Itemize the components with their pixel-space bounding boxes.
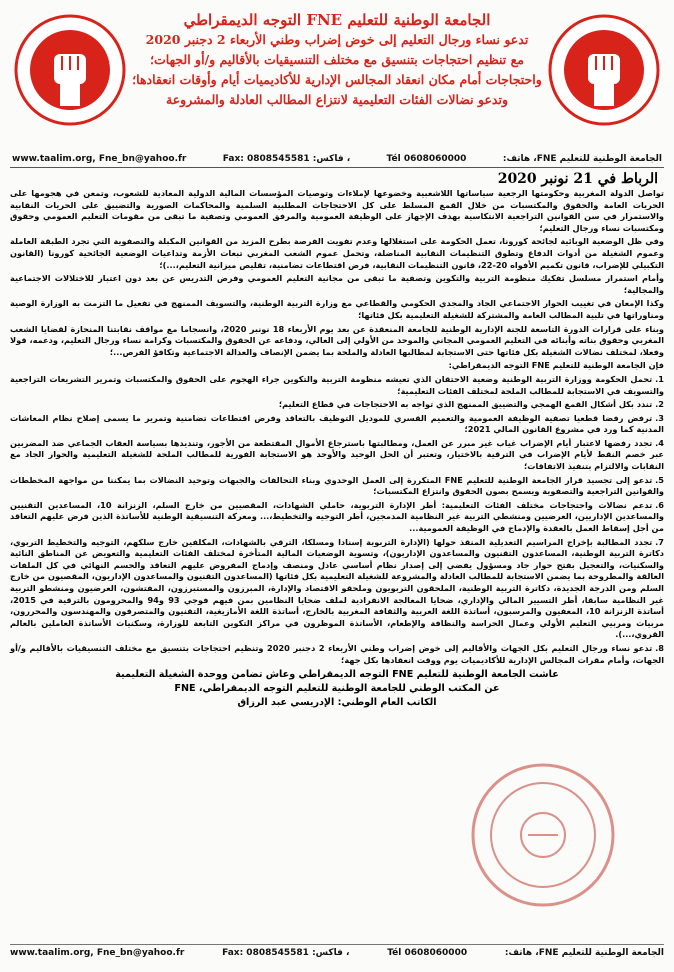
header-line: واحتجاجات أمام مكان انعقاد المجالس الإدارية للأكاديميات أيام وأوقات انعقادها؛ xyxy=(132,72,542,87)
dateline: الرباط في 21 نونبر 2020 xyxy=(497,171,658,187)
paragraph: تواصل الدولة المغربية وحكومتها الرجعية سياساتها اللاشعبية وخضوعها لإملاءات وتوصيات المؤسسات المالية الدولية المعادية للشعوب، وتمعن في هجومها على الحريات العامة والحقوق والمكتسبات من خلال القمع المسلط على كل الاحتجاجات المطلبية السلمية والمحاكمات الصورية والتضييق على الحريات النقابية والاستمرار في سن القوانين التراجعية الانتكاسية بهدف الإجهاز على الوظيفة العمومية والمرفق العمومي وتصفية ما تبقى من مقومات التعليم العمومي وحقوق ومكتسبات نساء ورجال التعليم؛ xyxy=(10,188,664,233)
contact-tel: Tél 0608060000 xyxy=(386,154,467,164)
item-number: 4. xyxy=(655,437,664,448)
item-text: تدعو إلى تجسيد قرار الجامعة الوطنية للتعليم FNE المتكررة إلى العمل الوحدوي وبناء التحالفات والجبهات وتوحيد النضالات بما يمكننا من مواجهة المخططات والقوانين التراجعية والتصفوية ويسمح بصون الحقوق وانتزاع المكتسبات؛ xyxy=(10,474,664,497)
list-item xyxy=(10,413,664,436)
paragraph: وأمام استمرار مسلسل تفكيك منظومة التربية والتكوين وتصفية ما تبقى من مجانية التعليم العمومي وفرض التدريس عن بعد دون اعتبار للاختلالات الاجتماعية والمجالية؛ xyxy=(10,273,664,295)
contact-bar xyxy=(10,152,664,168)
item-number: 8. xyxy=(655,642,664,653)
item-number: 3. xyxy=(655,412,664,423)
list-item xyxy=(10,643,664,666)
list-item xyxy=(10,475,664,498)
demands-list xyxy=(10,374,664,666)
footer-org: الجامعة الوطنية للتعليم FNE، هاتف: xyxy=(504,948,664,958)
raised-fist-logo-icon xyxy=(14,14,126,126)
header-line: تدعو نساء ورجال التعليم إلى خوض إضراب وطني الأربعاء 2 دجنبر 2020 xyxy=(145,32,529,47)
paragraph: وبناء على قرارات الدورة التاسعة للجنة الإدارية الوطنية للجامعة المنعقدة عن بعد يوم الأربعاء 18 نونبر 2020، وانسجاما مع مواقف نقابتنا المنحازة لقضايا الشعب المغربي وحقوق بناته وأبنائه في التعليم العمومي المجاني والموحد من الأولي إلى العالي، ودفاعه عن الحقوق والمكتسبات وكرامة نساء ورجال التعليم، ودعمه، قولا وفعلا، لمختلف نضالات الشغيلة بكل فئاتها حتى الاستجابة لمطالبها العادلة والملحة بما يضمن الإنصاف والعدالة الاجتماعية وتكافؤ الفرص...؛ xyxy=(10,323,665,357)
closing-signature: الكاتب العام الوطني: الإدريسي عبد الرزاق xyxy=(237,697,437,709)
contact-email: www.taalim.org, Fne_bn@yahoo.fr xyxy=(12,154,187,164)
statement-body xyxy=(10,188,664,710)
item-text: تجدد المطالبة بإخراج المراسيم التعديلية المنقذ حولها (الإدارة التربوية إسنادا ومسلكا، الترقي بالشهادات، المكلفين خارج سلكهم، التوجيه والتخطيط التربوي، دكاترة التربية الوطنية، المساعدون التقنيون والمساعدون الإداريون)، وتسوية الوضعيات المالية المتأخرة لمختلف الفئات التعليمية والتعويض عن المناطق النائية والسكنيات، والتعجيل بفتح حوار جاد ومسؤول يفضي إلى إصدار نظام أساسي عادل ومنصف وإدماج المفروض عليهم التعاقد والحسم النهائي في كل الملفات العالقة والمطروحة بما يضمن الاستجابة للمطالب العادلة والمشروعة للشغيلة التعليمية بكل فئاتها (المساعدون التقنيون والمساعدون الإداريون، المقصيون من خارج السلم ومن الدرجة الجديدة، دكاترة التربية الوطنية، الملحقون التربويون وملحقو الاقتصاد والإدارة، المبرزون والمستبرزون، المفتشون، العرضيون ومنشطو التربية غير النظامية سابقا، أطر التسيير المالي والإداري، ضحايا المعالجة الانفرادية لملف ضحايا النظامين بمن فيهم فوجي 93 و94 والمحرومون بالترقية في 2015، أساتذة الزنزانة 10، المعفيون والمرسبون، أساتذة اللغة العربية والثقافة المغربية بالخارج، أساتذة اللغة الأمازيغية، التقنيون والمتصرفون والمهندسون والمحررون، مربيات ومربيي التعليم الأولي وعمال الحراسة والنظافة والإطعام، الأساتذة الموظرون في مراكز التكوين التابعة للوزارة، وسكنيات الأساتذة العاملين بالعالم القروي،...). xyxy=(10,536,664,640)
letterhead xyxy=(10,10,664,150)
list-item xyxy=(10,537,664,641)
list-item xyxy=(10,374,664,397)
item-number: 6. xyxy=(655,499,664,510)
list-item xyxy=(10,500,664,535)
footer-email: www.taalim.org, Fne_bn@yahoo.fr xyxy=(10,948,185,958)
list-item xyxy=(10,399,664,411)
item-text: تندد بكل أشكال القمع الهمجي والتضييق الممنهج الذي تواجه به الاحتجاجات في قطاع التعليم؛ xyxy=(278,399,653,410)
item-text: تدعم نضالات واحتجاجات مختلف الفئات التعليمية: أطر الإدارة التربوية، حاملي الشهادات، المقصيين من خارج السلم، الزنزانة 10، المساعدين التقنيين والمساعدين الإداريين، العرضيين ومنشطي التربية غير النظامية المدمجين، أطر التوجيه والتخطيط،... ومعركة التنسيقية الوطنية للأساتذة الذين فرض عليهم التعاقد من أجل إسقاط العمل بالعقدة والإدماج في الوظيفة العمومية... xyxy=(10,499,664,534)
footer-tel: Tél 0608060000 xyxy=(387,948,468,958)
header-line: مع تنظيم احتجاجات بتنسيق مع مختلف التنسيقيات بالأقاليم و/أو الجهات؛ xyxy=(150,52,524,67)
union-stamp-icon xyxy=(468,760,618,910)
item-text: ترفض رفضا قطعيا تصفية الوظيفة العمومية والتعميم القسري للموديل التوظيف بالتعاقد وفرض اقتطاعات تضامنية وتمرير ما يسمى إصلاح نظام المعاشات المدنية كما ورد في مشروع القانون المالي 2021؛ xyxy=(10,412,664,435)
item-text: تحمل الحكومة ووزارة التربية الوطنية وضعية الاحتقان الذي تعيشه منظومة التربية والتكوين جراء الهجوم على الحقوق والمكتسبات وتمرير التشريعات التراجعية والتسويف في الاستجابة للمطالب الملحة لمختلف الفئات التعليمية؛ xyxy=(10,373,664,396)
raised-fist-logo-icon xyxy=(548,14,660,126)
paragraph: وفي ظل الوضعية الوبائية لجائحة كورونا، تعمل الحكومة على استغلالها وعدم تفويت الفرصة بطرح المزيد من القوانين المكبلة والتصفوية التي تجرد الطبقة العاملة وعموم الشغيلة من أدوات الدفاع وتطوق التنظيمات النقابية المناضلة، وتحمل عموم الشعب المغربي تبعات الأزمة وتداعيات الوضعية الجائحية كورونا (القانون التكبيلي للإضراب، قانون تكميم الأفواه 20-22، قانون التنظيمات النقابية، فرض اقتطاعات تضامنية، تقليص ميزانية التعليم،...)؛ xyxy=(10,236,664,270)
paragraph-intro: فإن الجامعة الوطنية للتعليم FNE التوجه الديمقراطي: xyxy=(448,360,664,371)
org-title: الجامعة الوطنية للتعليم FNE التوجه الديمقراطي xyxy=(183,11,491,29)
item-number: 7. xyxy=(655,536,664,547)
closing-signatory: عن المكتب الوطني للجامعة الوطنية للتعليم التوجه الديمقراطي، FNE xyxy=(174,683,500,695)
item-number: 2. xyxy=(655,399,664,410)
paragraph: وكذا الإمعان في تغييب الحوار الاجتماعي الجاد والمجدي الحكومي والقطاعي مع وزارة التربية الوطنية، والتسويف الممنهج في تفعيل ما التزمت به الوزارة الوصية ومناوراتها في تلبية المطالب العامة والمشتركة للشغيلة التعليمية بكل فئاتها؛ xyxy=(10,298,664,320)
item-text: تدعو نساء ورجال التعليم بكل الجهات والأقاليم إلى خوض إضراب وطني الأربعاء 2 دجنبر 2020 وتنظيم احتجاجات بتنسيق مع مختلف التنسيقيات بالأقاليم و/أو الجهات، وأمام مقرات المجالس الإدارية للأكاديميات يوم ووقت انعقادها بكل جهة؛ xyxy=(10,642,664,665)
footer-contact-bar xyxy=(10,944,664,958)
header-line: وتدعو نضالات الفئات التعليمية لانتزاع المطالب العادلة والمشروعة xyxy=(166,92,508,107)
closing-block xyxy=(10,668,664,710)
footer-fax: ، فاكس: Fax: 0808545581 xyxy=(222,948,350,958)
contact-org: الجامعة الوطنية للتعليم FNE، هاتف: xyxy=(502,154,662,164)
item-number: 1. xyxy=(655,373,664,384)
closing-slogan: عاشت الجامعة الوطنية للتعليم FNE التوجه الديمقراطي وعاش تضامن ووحدة الشغيلة التعليمية xyxy=(115,669,559,681)
list-item xyxy=(10,438,664,473)
contact-fax: ، فاكس: Fax: 0808545581 xyxy=(222,154,351,164)
item-text: تجدد رفضها لاعتبار أيام الإضراب غياب غير مبرر عن العمل، ومطالبتها باسترجاع الأموال المقتطعة من الأجور، وتنديدها بسياسة العقاب الجماعي ضد المضربين عبر خصم النقط لأيام الإضراب في الترقية بالاختيار، وتعتبر أن الحل الوحيد والأوحد هو الاستجابة الفورية للمطالب الملحة للشغيلة التعليمية والحوار الجاد مع النقابات والالتزام بتنفيذ الاتفاقات؛ xyxy=(10,437,664,472)
item-number: 5. xyxy=(655,474,664,485)
